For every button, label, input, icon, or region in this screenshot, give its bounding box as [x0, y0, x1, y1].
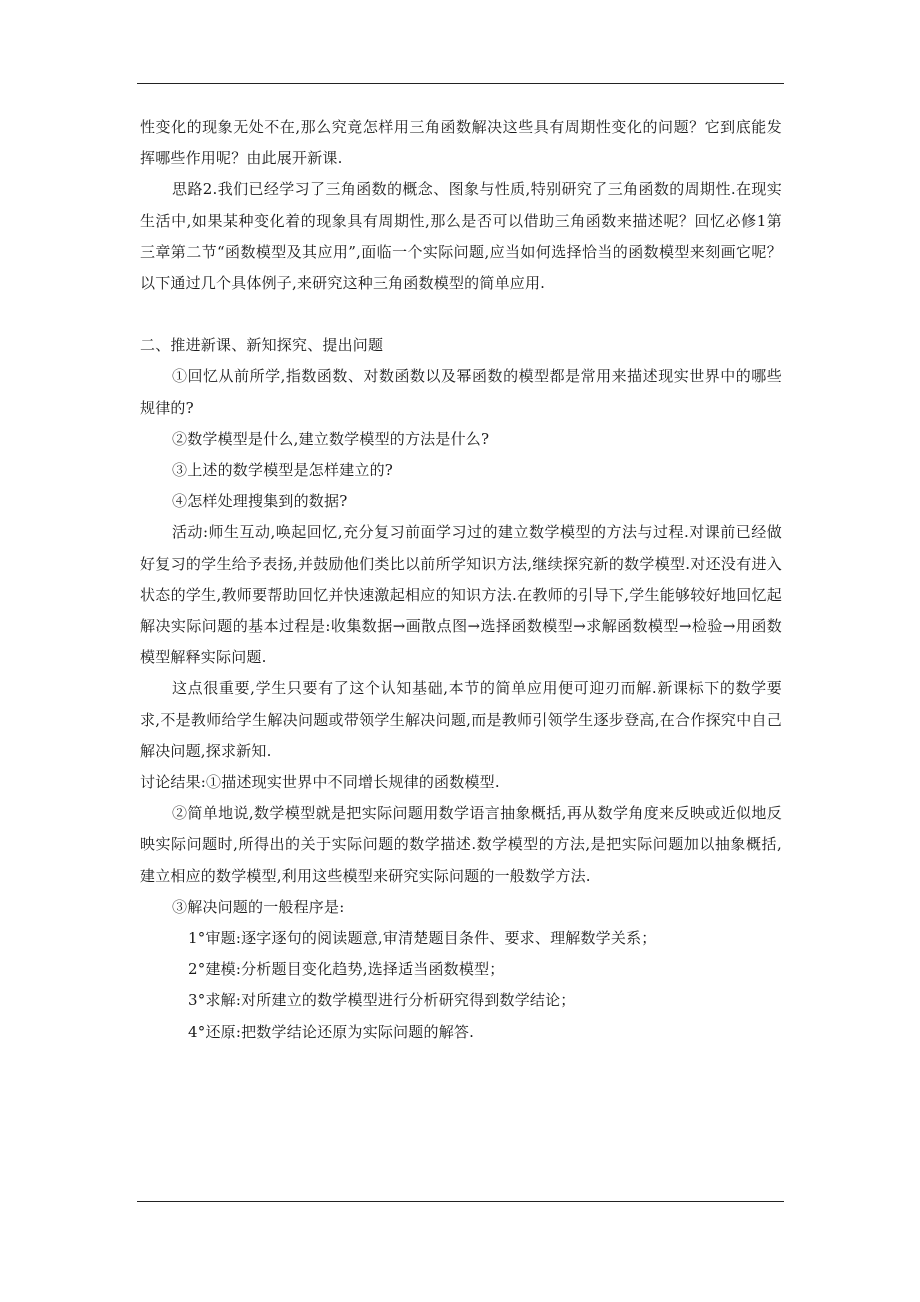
paragraph-activity: 活动:师生互动,唤起回忆,充分复习前面学习过的建立数学模型的方法与过程.对课前已经做好复习的学生给予表扬,并鼓励他们类比以前所学知识方法,继续探究新的数学模型.对还没有进入状态的学生,教师要帮助回忆并快速激起相应的知识方法.在教师的引导下,学生能够较好地回忆起解决实际问题的基本过程是:收集数据→画散点图→选择函数模型→求解函数模型→检验→用函数模型解释实际问题. [140, 523, 782, 667]
paragraph-intro-continuation: 性变化的现象无处不在,那么究竟怎样用三角函数解决这些具有周期性变化的问题？它到底能发挥哪些作用呢？由此展开新课. [140, 118, 782, 168]
footer-rule [137, 1201, 784, 1202]
discussion-result-1: 讨论结果:①描述现实世界中不同增长规律的函数模型. [140, 773, 500, 792]
step-3: 3°求解:对所建立的数学模型进行分析研究得到数学结论； [188, 991, 576, 1010]
paragraph-approach-2: 思路2.我们已经学习了三角函数的概念、图象与性质,特别研究了三角函数的周期性.在现实生活中,如果某种变化着的现象具有周期性,那么是否可以借助三角函数来描述呢？回忆必修1第三章第二节“函数模型及其应用”,面临一个实际问题,应当如何选择恰当的函数模型来刻画它呢？以下通过几个具体例子,来研究这种三角函数模型的简单应用. [140, 180, 782, 293]
section-heading: 二、推进新课、新知探究、提出问题 [140, 336, 384, 355]
question-1: ①回忆从前所学,指数函数、对数函数以及幂函数的模型都是常用来描述现实世界中的哪些规律的? [140, 367, 782, 417]
document-body [140, 112, 782, 1048]
step-2: 2°建模:分析题目变化趋势,选择适当函数模型； [188, 960, 505, 979]
header-rule [137, 83, 784, 84]
discussion-result-2: ②简单地说,数学模型就是把实际问题用数学语言抽象概括,再从数学角度来反映或近似地反映实际问题时,所得出的关于实际问题的数学描述.数学模型的方法,是把实际问题加以抽象概括,建立相应的数学模型,利用这些模型来研究实际问题的一般数学方法. [140, 804, 782, 885]
step-1: 1°审题:逐字逐句的阅读题意,审清楚题目条件、要求、理解数学关系； [188, 929, 657, 948]
question-4: ④怎样处理搜集到的数据? [172, 492, 348, 511]
paragraph-importance: 这点很重要,学生只要有了这个认知基础,本节的简单应用便可迎刃而解.新课标下的数学要求,不是教师给学生解决问题或带领学生解决问题,而是教师引领学生逐步登高,在合作探究中自己解决问题,探求新知. [140, 679, 782, 760]
question-3: ③上述的数学模型是怎样建立的? [172, 461, 394, 480]
step-4: 4°还原:把数学结论还原为实际问题的解答. [188, 1022, 475, 1041]
discussion-result-3: ③解决问题的一般程序是: [172, 897, 345, 916]
question-2: ②数学模型是什么,建立数学模型的方法是什么? [172, 429, 490, 448]
